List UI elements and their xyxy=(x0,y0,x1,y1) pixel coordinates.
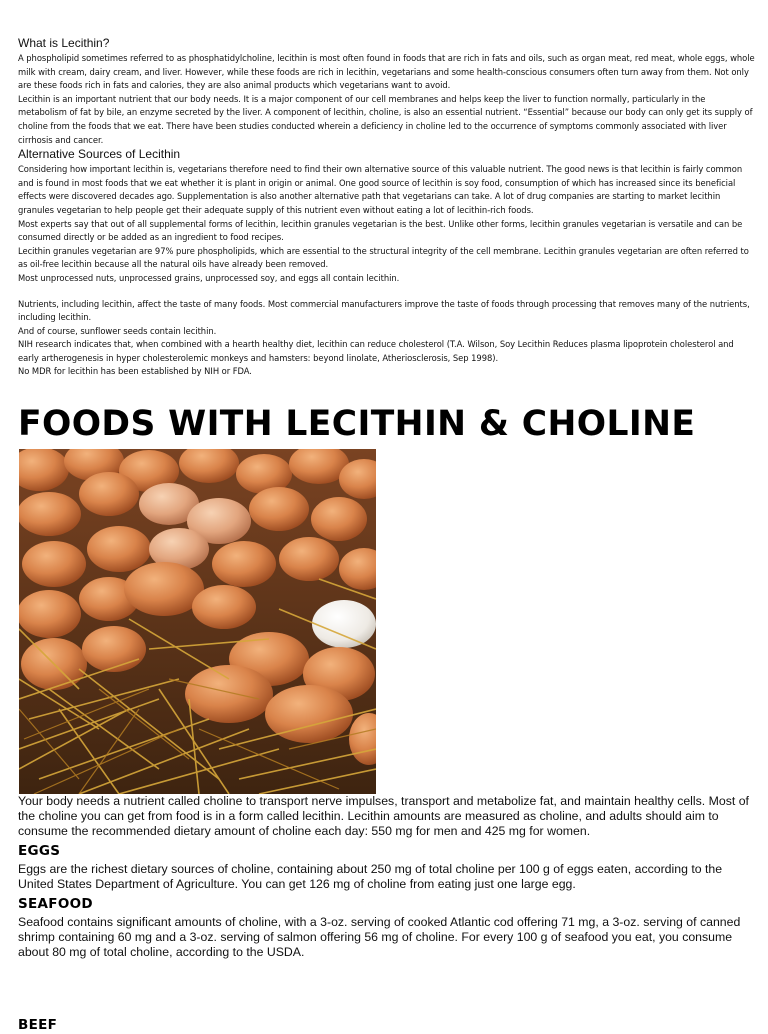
paragraph: No MDR for lecithin has been established by NIH or FDA. xyxy=(18,366,252,377)
eggs-heading: EGGS xyxy=(18,843,61,859)
spacer xyxy=(18,286,756,298)
lecithin-article xyxy=(18,36,756,379)
paragraph: NIH research indicates that, when combined with a hearth healthy diet, lecithin can reduce cholesterol (T.A. Wilson, Soy Lecithin Reduces plasma lipoprotein cholesterol and early artherogenesis in hyper cholesterolemic monkeys and hamsters: beyond linolate, Atheriosclerosis, Sep 1998). xyxy=(18,339,734,363)
intro-paragraph: Your body needs a nutrient called choline to transport nerve impulses, transport and metabolize fat, and maintain healthy cells. Most of the choline you can get from food is in a form called lecithin. Lecithin amounts are measured as choline, and adults should aim to consume the recommended dietary amount of choline each day: 550 mg for men and 425 mg for women. xyxy=(18,794,749,838)
paragraph: Nutrients, including lecithin, affect the taste of many foods. Most commercial manufacturers improve the taste of foods through processing that removes many of the nutrients, including lecithin. xyxy=(18,298,750,323)
seafood-paragraph: Seafood contains significant amounts of choline, with a 3-oz. serving of cooked Atlantic cod offering 71 mg, a 3-oz. serving of canned shrimp containing 60 mg and a 3-oz. serving of salmon offering 56 mg of choline. For every 100 g of seafood you eat, you consume about 80 mg of total choline, according to the USDA. xyxy=(18,915,741,959)
paragraph: And of course, sunflower seeds contain lecithin. xyxy=(18,325,217,336)
paragraph: Most unprocessed nuts, unprocessed grains, unprocessed soy, and eggs all contain lecithin. xyxy=(18,272,400,283)
choline-article xyxy=(18,794,760,960)
eggs-paragraph: Eggs are the richest dietary sources of choline, containing about 250 mg of total choline per 100 g of eggs eaten, according to the United States Department of Agriculture. You can get 126 mg of choline from eating just one large egg. xyxy=(18,862,723,891)
paragraph: Considering how important lecithin is, vegetarians therefore need to find their own alternative source of this valuable nutrient. The good news is that lecithin is fairly common and is found in most foods that we eat whether it is plant in origin or animal. One good source of lecithin is soy food, consumption of which has increased since its beneficial effects were discovered decades ago. Supplementation is also another alternative path that vegetarians can take. A lot of drug companies are starting to market lecithin granules vegetarian to help people get their adequate supply of this nutrient even without eating a lot of lecithin-rich foods. xyxy=(18,164,743,215)
alternative-sources-heading: Alternative Sources of Lecithin xyxy=(18,147,181,162)
page-title: FOODS WITH LECITHIN & CHOLINE xyxy=(18,404,696,444)
paragraph: Most experts say that out of all supplemental forms of lecithin, lecithin granules vegetarian is the best. Unlike other forms, lecithin granules vegetarian is versatile and can be consumed directly or be added as an ingredient to food recipes. xyxy=(18,218,743,243)
paragraph: A phospholipid sometimes referred to as phosphatidylcholine, lecithin is most often found in foods that are rich in fats and oils, such as organ meat, red meat, whole eggs, whole milk with cream, dairy cream, and liver. However, while these foods are rich in lecithin, vegetarians and some health-conscious consumers often turn away from them. Not only are these foods rich in fats and calories, they are also animal products which vegetarians want to avoid. xyxy=(18,53,755,91)
eggs-in-straw-photo xyxy=(19,449,376,794)
what-is-lecithin-heading: What is Lecithin? xyxy=(18,36,110,50)
paragraph: Lecithin is an important nutrient that our body needs. It is a major component of our cell membranes and helps keep the liver to function normally, particularly in the metabolism of fat by bile, an enzyme secreted by the liver. A component of lecithin, choline, is also an essential nutrient. “Essential” because our body can only get its supply of choline from the foods that we eat. There have been studies conducted wherein a deficiency in choline led to the occurrence of symptoms commonly associated with liver cirrhosis and cancer. xyxy=(18,93,753,145)
seafood-heading: SEAFOOD xyxy=(18,896,93,912)
paragraph: Lecithin granules vegetarian are 97% pure phospholipids, which are essential to the structural integrity of the cell membrane. Lecithin granules vegetarian are often referred to as oil-free lecithin because all the natural oils have already been removed. xyxy=(18,245,749,270)
beef-heading: BEEF xyxy=(18,1017,58,1033)
